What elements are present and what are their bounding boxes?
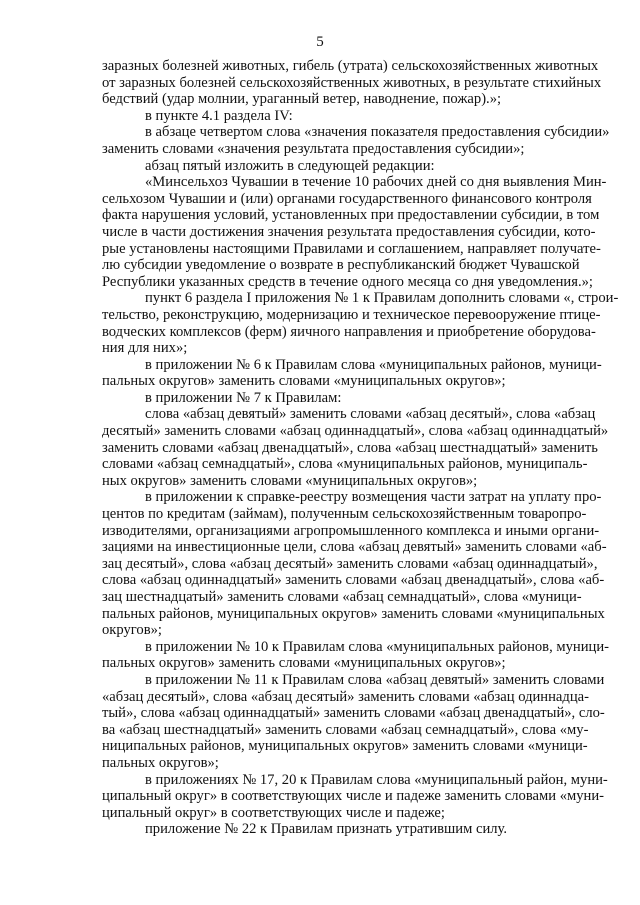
text-line: в приложении № 7 к Правилам: — [145, 389, 342, 406]
text-line: сельхозом Чувашии и (или) органами государственного финансового контроля — [102, 190, 592, 207]
page-number: 5 — [316, 34, 324, 50]
text-line: зациями на инвестиционные цели, слова «абзац девятый» заменить словами «аб- — [102, 539, 607, 556]
text-line: в приложениях № 17, 20 к Правилам слова «муниципальный район, муни- — [145, 771, 608, 788]
text-line: в приложении № 11 к Правилам слова «абзац девятый» заменить словами — [145, 671, 605, 688]
text-line: в приложении к справке-реестру возмещения части затрат на уплату про- — [145, 489, 602, 506]
text-line: тельство, реконструкцию, модернизацию и техническое перевооружение птице- — [102, 306, 601, 323]
text-line: округов»; — [102, 622, 162, 639]
document-body — [102, 58, 619, 838]
text-line: факта нарушения условий, установленных при предоставлении субсидии, в том — [102, 207, 600, 224]
text-line: в абзаце четвертом слова «значения показателя предоставления субсидии» — [145, 124, 610, 141]
text-line: пальных округов» заменить словами «муниципальных округов»; — [102, 655, 506, 672]
text-line: зац десятый», слова «абзац десятый» заменить словами «абзац одиннадцатый», — [102, 555, 598, 572]
text-line: слова «абзац одиннадцатый» заменить словами «абзац двенадцатый», слова «аб- — [102, 572, 605, 589]
text-line: абзац пятый изложить в следующей редакции: — [145, 157, 435, 174]
text-line: в приложении № 10 к Правилам слова «муниципальных районов, муници- — [145, 638, 609, 655]
text-line: «абзац десятый», слова «абзац десятый» заменить словами «абзац одиннадца- — [102, 688, 589, 705]
text-line: приложение № 22 к Правилам признать утратившим силу. — [145, 821, 508, 838]
text-line: заменить словами «абзац двенадцатый», слова «абзац шестнадцатый» заменить — [102, 439, 598, 456]
text-line: пальных районов, муниципальных округов» заменить словами «муниципальных — [102, 605, 605, 622]
text-line: слова «абзац девятый» заменить словами «абзац десятый», слова «абзац — [145, 406, 596, 423]
text-line: ципальный округ» в соответствующих числе и падеже заменить словами «муни- — [102, 788, 605, 805]
text-line: водческих комплексов (ферм) яичного направления и приобретение оборудова- — [102, 323, 596, 340]
text-line: заменить словами «значения результата предоставления субсидии»; — [102, 140, 525, 157]
text-line: бедствий (удар молнии, ураганный ветер, наводнение, пожар).»; — [102, 91, 502, 108]
text-line: изводителями, организациями агропромышленного комплекса и иными органи- — [102, 522, 600, 539]
text-line: лю субсидии уведомление о возврате в республиканский бюджет Чувашской — [102, 257, 580, 274]
text-line: ния для них»; — [102, 340, 188, 357]
text-line: тый», слова «абзац одиннадцатый» заменить словами «абзац двенадцатый», сло- — [102, 705, 605, 722]
text-line: десятый» заменить словами «абзац одиннадцатый», слова «абзац одиннадцатый» — [102, 423, 609, 440]
text-line: зац шестнадцатый» заменить словами «абзац семнадцатый», слова «муници- — [102, 589, 582, 605]
text-line: пальных округов» заменить словами «муниципальных округов»; — [102, 373, 506, 390]
text-line: ципальный округ» в соответствующих числе и падеже; — [102, 804, 445, 821]
text-line: «Минсельхоз Чувашии в течение 10 рабочих дней со дня выявления Мин- — [145, 174, 607, 191]
text-line: пункт 6 раздела I приложения № 1 к Правилам дополнить словами «, строи- — [145, 290, 619, 307]
text-line: в пункте 4.1 раздела IV: — [145, 107, 293, 124]
text-line: числе в части достижения значения результата предоставления субсидии, кото- — [102, 223, 596, 240]
text-line: ных округов» заменить словами «муниципальных округов»; — [102, 472, 478, 489]
text-line: рые установлены настоящими Правилами и соглашением, направляет получате- — [102, 240, 601, 257]
text-line: в приложении № 6 к Правилам слова «муниципальных районов, муници- — [145, 356, 602, 373]
text-line: ниципальных районов, муниципальных округов» заменить словами «муници- — [102, 738, 588, 755]
text-line: от заразных болезней сельскохозяйственных животных, в результате стихийных — [102, 74, 602, 91]
text-line: словами «абзац семнадцатый», слова «муниципальных районов, муниципаль- — [102, 456, 588, 473]
text-line: заразных болезней животных, гибель (утрата) сельскохозяйственных животных — [102, 58, 599, 74]
text-line: ва «абзац шестнадцатый» заменить словами «абзац семнадцатый», слова «му- — [102, 721, 589, 738]
text-line: Республики указанных средств в течение одного месяца со дня уведомления.»; — [102, 273, 593, 290]
text-line: центов по кредитам (займам), полученным сельскохозяйственным товаропро- — [102, 506, 587, 523]
text-line: пальных округов»; — [102, 754, 219, 771]
